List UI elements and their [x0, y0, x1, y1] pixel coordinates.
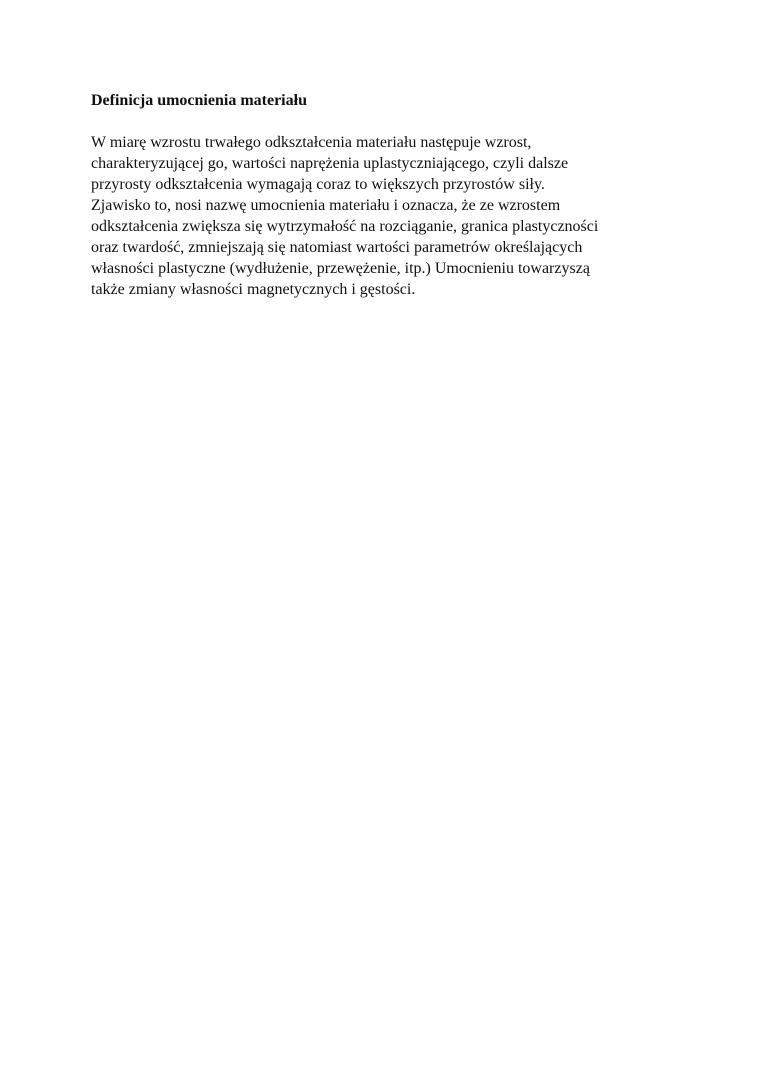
- document-title: Definicja umocnienia materiału: [91, 92, 307, 109]
- paragraph-line: odkształcenia zwiększa się wytrzymałość na rozciąganie, granica plastyczności: [91, 218, 599, 235]
- paragraph-line: Zjawisko to, nosi nazwę umocnienia materiału i oznacza, że ze wzrostem: [91, 197, 561, 214]
- paragraph-line: charakteryzującej go, wartości naprężenia uplastyczniającego, czyli dalsze: [91, 155, 569, 172]
- paragraph-line: oraz twardość, zmniejszają się natomiast wartości parametrów określających: [91, 239, 583, 256]
- paragraph-line: także zmiany własności magnetycznych i gęstości.: [91, 281, 416, 298]
- document-content: [91, 91, 691, 300]
- paragraph-line: własności plastyczne (wydłużenie, przewężenie, itp.) Umocnieniu towarzyszą: [91, 260, 590, 277]
- paragraph-line: W miarę wzrostu trwałego odkształcenia materiału następuje wzrost,: [91, 134, 532, 151]
- paragraph-line: przyrosty odkształcenia wymagają coraz to większych przyrostów siły.: [91, 176, 545, 193]
- document-paragraph: [91, 132, 691, 300]
